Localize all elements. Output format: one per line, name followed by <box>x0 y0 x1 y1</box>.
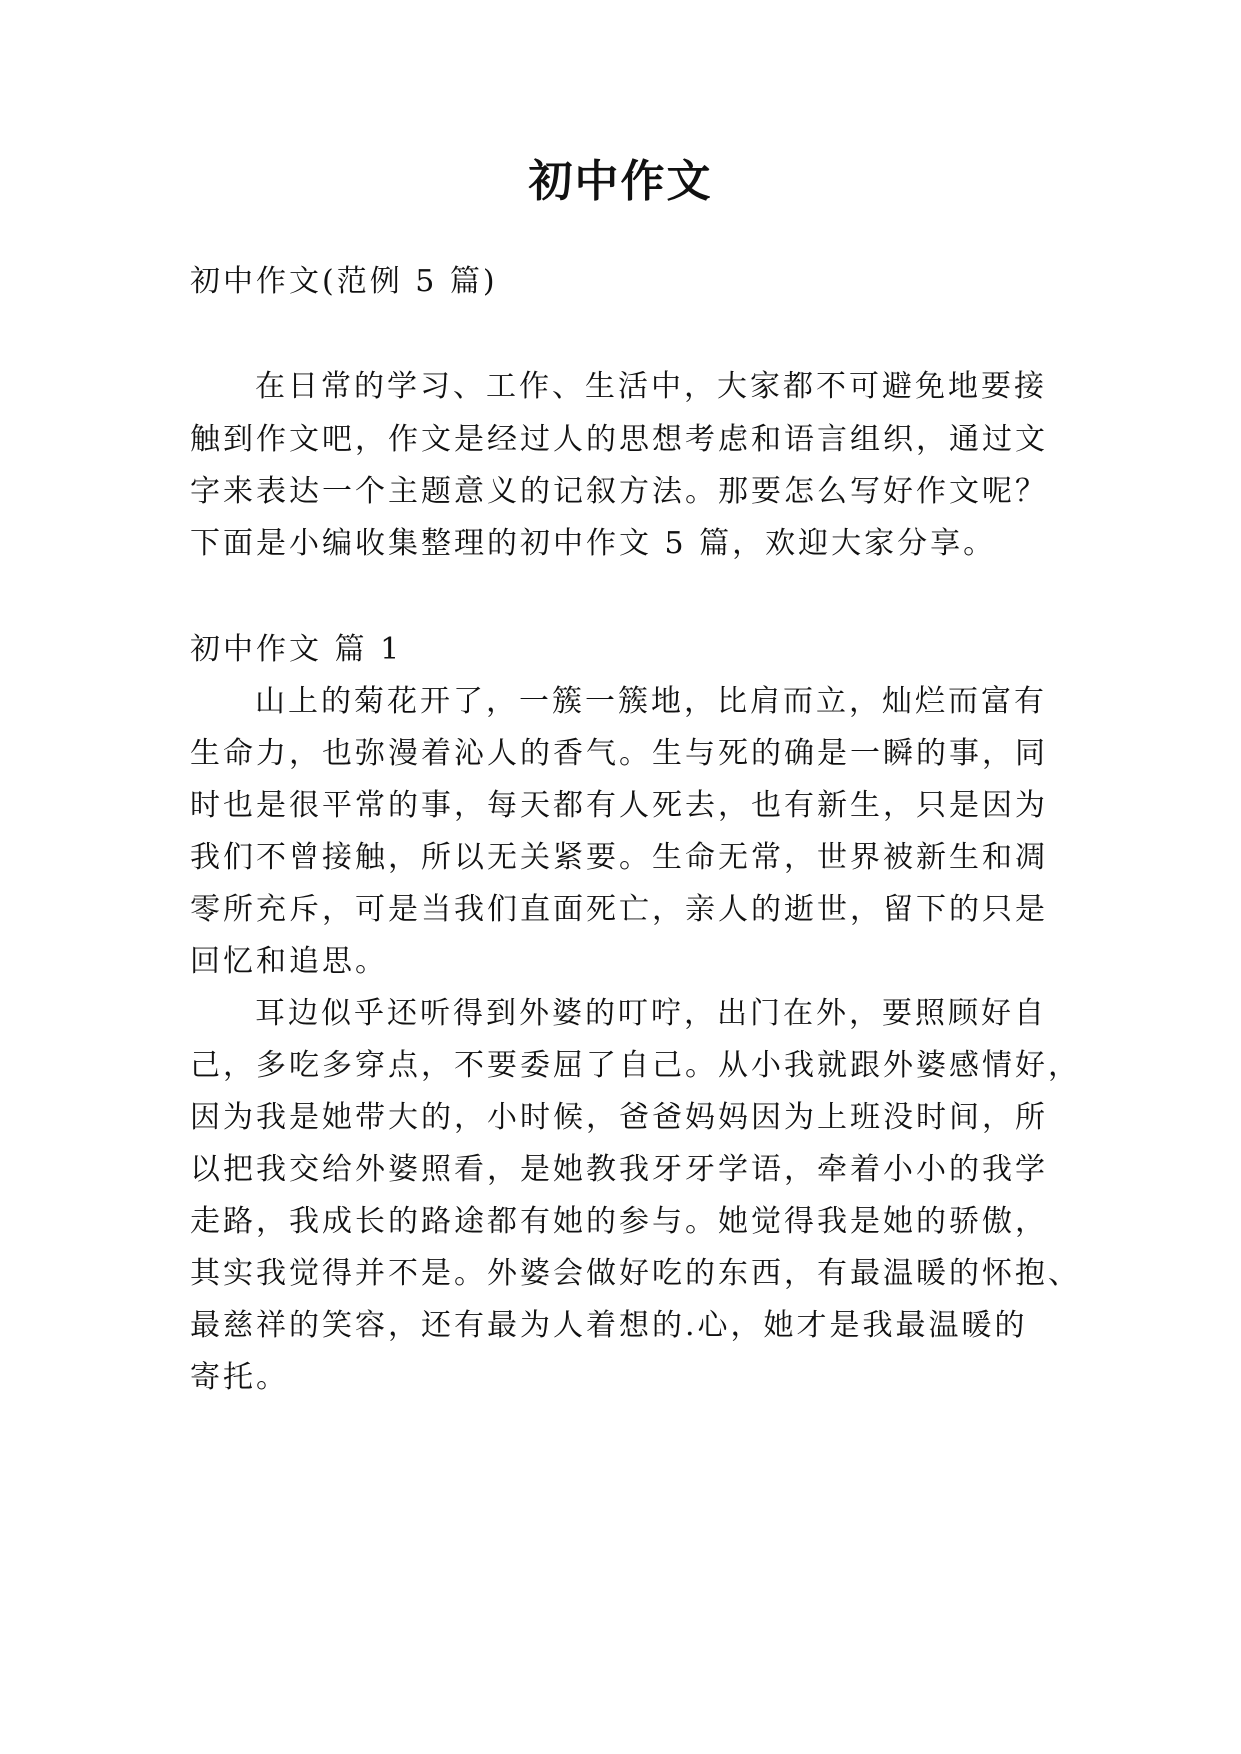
paragraph-line: 己，多吃多穿点，不要委屈了自己。从小我就跟外婆感情好， <box>190 1048 1081 1083</box>
intro-line: 下面是小编收集整理的初中作文 5 篇，欢迎大家分享。 <box>190 526 997 561</box>
intro-line: 在日常的学习、工作、生活中，大家都不可避免地要接 <box>255 369 1047 404</box>
paragraph-line: 以把我交给外婆照看，是她教我牙牙学语，牵着小小的我学 <box>190 1152 1048 1187</box>
paragraph-line: 生命力，也弥漫着沁人的香气。生与死的确是一瞬的事，同 <box>190 736 1048 771</box>
paragraph-line: 因为我是她带大的，小时候，爸爸妈妈因为上班没时间，所 <box>190 1100 1048 1135</box>
intro-line: 触到作文吧，作文是经过人的思想考虑和语言组织，通过文 <box>190 422 1048 457</box>
paragraph-line: 零所充斥，可是当我们直面死亡，亲人的逝世，留下的只是 <box>190 892 1048 927</box>
paragraph-line: 寄托。 <box>190 1360 289 1395</box>
paragraph-line: 时也是很平常的事，每天都有人死去，也有新生，只是因为 <box>190 788 1048 823</box>
paragraph-line: 走路，我成长的路途都有她的参与。她觉得我是她的骄傲， <box>190 1204 1048 1239</box>
paragraph-line: 山上的菊花开了，一簇一簇地，比肩而立，灿烂而富有 <box>255 684 1047 719</box>
document-title: 初中作文 <box>528 156 713 207</box>
paragraph-line: 我们不曾接触，所以无关紧要。生命无常，世界被新生和凋 <box>190 840 1048 875</box>
section-heading: 初中作文 篇 1 <box>190 632 403 667</box>
intro-line: 字来表达一个主题意义的记叙方法。那要怎么写好作文呢？ <box>190 474 1048 509</box>
paragraph-line: 回忆和追思。 <box>190 944 388 979</box>
paragraph-line: 最慈祥的笑容，还有最为人着想的.心，她才是我最温暖的 <box>190 1308 1028 1343</box>
paragraph-line: 耳边似乎还听得到外婆的叮咛，出门在外，要照顾好自 <box>255 996 1047 1031</box>
document-subtitle: 初中作文(范例 5 篇) <box>190 264 498 299</box>
paragraph-line: 其实我觉得并不是。外婆会做好吃的东西，有最温暖的怀抱、 <box>190 1256 1081 1291</box>
